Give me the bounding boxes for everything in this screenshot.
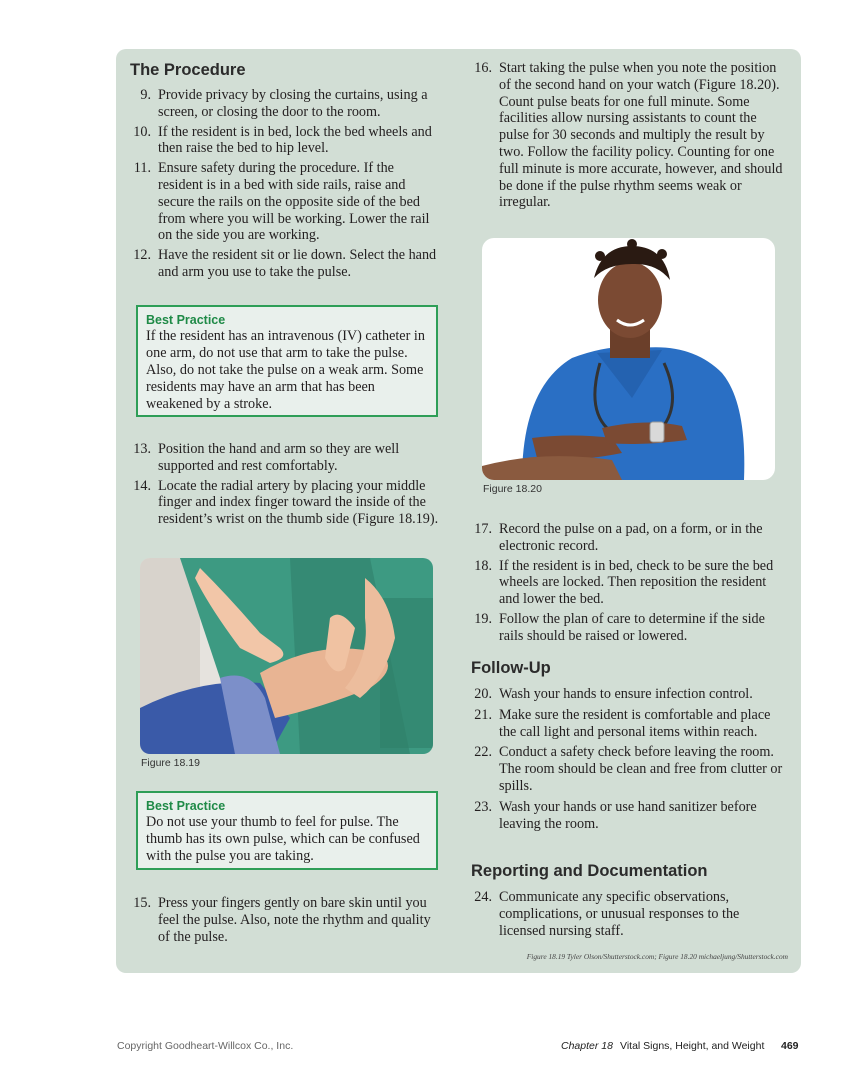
best-practice-title: Best Practice bbox=[146, 313, 226, 327]
step-21: 21. Make sure the resident is comfortable and place the call light and personal items within reach. bbox=[474, 706, 771, 740]
steps-group-g bbox=[471, 889, 789, 939]
step-16: 16. Start taking the pulse when you note the position of the second hand on your watch (Figure 18.20). Count pulse beats for one full minute. Some facilities allow nursing assistants to count the pulse for 30 seconds and multiply the result by two. Follow the facility policy. Counting for one full minute is more accurate, however, and should be done if the pulse rhythm seems weak or irregular. bbox=[474, 60, 783, 211]
page-number: 469 bbox=[781, 1040, 799, 1052]
steps-group-d bbox=[471, 60, 789, 211]
best-practice-text: If the resident has an intravenous (IV) catheter in one arm, do not use that arm to take the pulse. Also, do not take the pulse on a weak arm. Some residents may have an arm that has been weakened by a stroke. bbox=[146, 328, 425, 412]
step-14: 14. Locate the radial artery by placing your middle finger and index finger toward the inside of the resident’s wrist on the thumb side (Figure 18.19). bbox=[133, 477, 439, 528]
step-19: 19. Follow the plan of care to determine if the side rails should be raised or lowered. bbox=[474, 610, 765, 644]
step-9: 9. Provide privacy by closing the curtains, using a screen, or closing the door to the room. bbox=[140, 87, 428, 120]
figure-18-19-image bbox=[140, 558, 433, 754]
step-22: 22. Conduct a safety check before leaving the room. The room should be clean and free from clutter or spills. bbox=[474, 744, 783, 794]
step-10: 10. If the resident is in bed, lock the bed wheels and then raise the bed to hip level. bbox=[133, 123, 432, 157]
steps-group-a bbox=[130, 87, 442, 281]
step-18: 18. If the resident is in bed, check to be sure the bed wheels are locked. Then reposition the resident and lower the bed. bbox=[474, 557, 774, 608]
step-23: 23. Wash your hands or use hand sanitizer before leaving the room. bbox=[474, 798, 757, 832]
steps-group-b bbox=[130, 441, 442, 528]
copyright-text: Copyright Goodheart-Willcox Co., Inc. bbox=[117, 1040, 294, 1052]
chapter-label: Chapter 18 bbox=[561, 1040, 613, 1052]
steps-group-c bbox=[130, 895, 442, 945]
procedure-heading: The Procedure bbox=[130, 61, 246, 79]
figure-18-20-image bbox=[482, 238, 775, 480]
follow-up-heading: Follow-Up bbox=[471, 659, 551, 677]
step-12: 12. Have the resident sit or lie down. Select the hand and arm you use to take the pulse. bbox=[133, 247, 437, 280]
best-practice-text: Do not use your thumb to feel for pulse. The thumb has its own pulse, which can be confused with the pulse you are taking. bbox=[146, 814, 420, 864]
step-20: 20. Wash your hands to ensure infection control. bbox=[474, 686, 753, 702]
steps-group-f bbox=[471, 686, 789, 832]
photo-credits: Figure 18.19 Tyler Olson/Shutterstock.com; Figure 18.20 michaeljung/Shutterstock.com bbox=[526, 952, 788, 961]
reporting-heading: Reporting and Documentation bbox=[471, 862, 708, 880]
figure-18-19-caption: Figure 18.19 bbox=[141, 757, 200, 769]
step-17: 17. Record the pulse on a pad, on a form, or in the electronic record. bbox=[474, 521, 763, 554]
step-11: 11. Ensure safety during the procedure. If the resident is in a bed with side rails, raise and secure the rails on the opposite side of the bed from where you will be working. Lower the rail on the side you are working. bbox=[133, 160, 430, 244]
best-practice-box-2 bbox=[136, 791, 438, 870]
wrist-pulse-illustration bbox=[140, 558, 433, 754]
steps-group-e bbox=[471, 521, 789, 645]
figure-18-20-caption: Figure 18.20 bbox=[483, 483, 542, 495]
chapter-title: Vital Signs, Height, and Weight bbox=[620, 1040, 765, 1052]
best-practice-title: Best Practice bbox=[146, 799, 226, 813]
nurse-watch-illustration bbox=[482, 238, 775, 480]
best-practice-box-1 bbox=[136, 305, 438, 417]
step-13: 13. Position the hand and arm so they are well supported and rest comfortably. bbox=[133, 441, 400, 474]
step-15: 15. Press your fingers gently on bare skin until you feel the pulse. Also, note the rhythm and quality of the pulse. bbox=[133, 895, 431, 945]
step-24: 24. Communicate any specific observations, complications, or unusual responses to the licensed nursing staff. bbox=[474, 889, 740, 939]
